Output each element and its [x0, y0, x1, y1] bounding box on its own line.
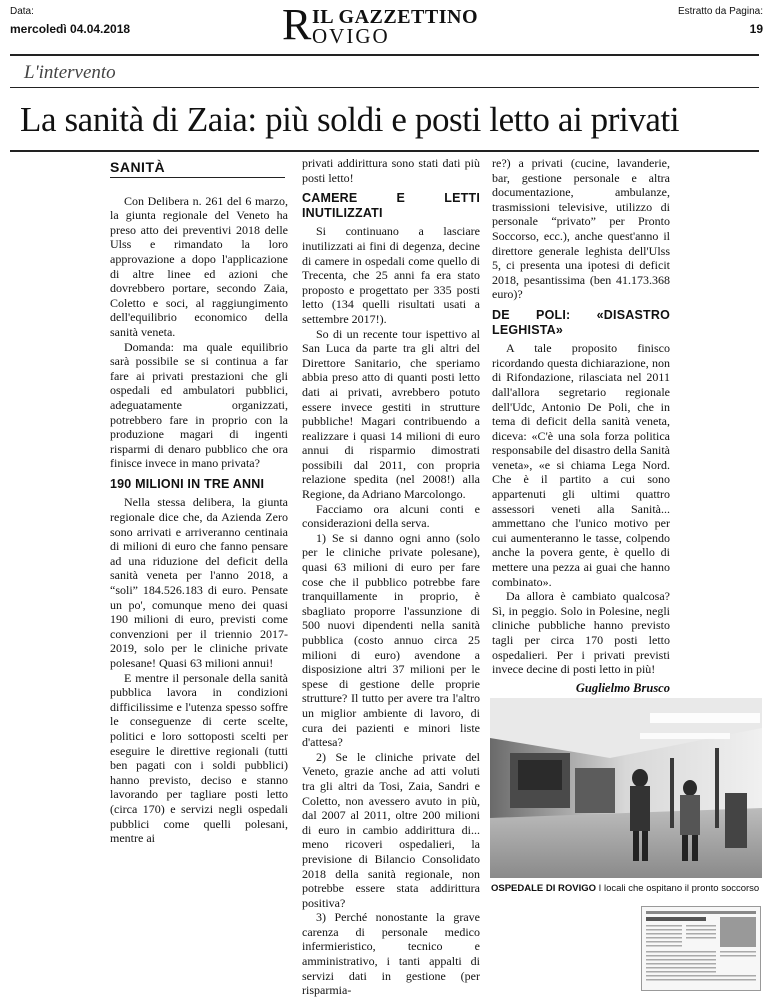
logo-initial: R [282, 0, 312, 49]
paragraph: re?) a privati (cucine, lavanderie, bar, gestione personale e altra documentazione, ambulanze, trasmissioni televisive, utilizzo di personale “privato” per Pronto Soccorso, ecc.), anche quest'anno il direttore generale leghista dell'Ulss 5, ci presenta una ipotesi di deficit 2018, pesantissima (ben 41.173.368 euro)? [492, 156, 670, 302]
paragraph: 3) Perché nonostante la grave carenza di personale medico infermieristico, tecnico e amministrativo, i tanti appalti di servizi dati in gestione (per risparmia- [302, 910, 480, 998]
paragraph: Con Delibera n. 261 del 6 marzo, la giunta regionale del Veneto ha preso atto dei preventivi 2018 delle Ulss e rimandato la loro approvazione a dopo l'applicazione di altre linee ed azioni che dovrebbero portare, secondo Zaia, Coletto e soci, al raggiungimento dell'equilibrio economico della sanità veneta. [110, 193, 288, 339]
section-rule [10, 87, 759, 88]
logo-top: IL GAZZETTINO [312, 6, 479, 28]
date-label: Data: [10, 6, 34, 17]
caption-text: I locali che ospitano il pronto soccorso [596, 883, 760, 894]
logo-bottom: OVIGO [312, 24, 390, 48]
paragraph: privati addirittura sono stati dati più posti letto! [302, 156, 480, 185]
paragraph: Da allora è cambiato qualcosa? Sì, in peggio. Solo in Polesine, negli cliniche pubbliche hanno previsto tagli per circa 170 posti letto ospedalieri. Per i privati previsti invece decine di posti letto in più! [492, 589, 670, 677]
section-label: L'intervento [24, 62, 116, 83]
header-rule [10, 54, 759, 56]
date-value: mercoledì 04.04.2018 [10, 22, 131, 36]
topic-tag: SANITÀ [110, 160, 285, 178]
subheading: 190 MILIONI IN TRE ANNI [110, 476, 265, 491]
photo-caption [491, 883, 759, 894]
article-title: La sanità di Zaia: più soldi e posti letto ai privati [20, 100, 680, 139]
newspaper-logo [282, 2, 507, 48]
header-date [10, 6, 130, 36]
column-3 [492, 156, 670, 712]
header-page [678, 6, 763, 36]
paragraph: Nella stessa delibera, la giunta regionale dice che, da Azienda Zero sono arrivati e arriveranno centinaia di milioni di euro che fanno pensare ad una riduzione del deficit della sanità veneta per l'anno 2018, a “soli” 184.526.183 di euro. Pensate un po', comunque meno dei quasi 190 milioni di euro, previsti come convenzioni per il triennio 2017-2019, solo per le cliniche private polesane! Quasi 63 milioni annui! [110, 495, 288, 670]
page-thumbnail-image [642, 907, 760, 990]
column-2 [302, 156, 480, 998]
hospital-corridor-image [490, 698, 762, 878]
subheading: CAMERE E LETTI INUTILIZZATI [302, 191, 480, 220]
paragraph: So di un recente tour ispettivo al San Luca da parte tra gli altri del Direttore Sanitario, che speriamo abbia preso atto di quanti posti letto dati ai privati, avrebbero potuto essere invece gestiti in strutture pubbliche! Magari contribuendo a realizzare i quasi 14 milioni di euro annui di risparmio dimostrati possibili dal 2011, con propria relazione spedita (nel 2008!) alla Regione, da Adriano Marcolongo. [302, 326, 480, 502]
paragraph: Domanda: ma quale equilibrio sarà possibile se si continua a far fare ai privati prestazioni che gli ospedali ed ambulatori pubblici, adeguatamente organizzati, potrebbero fare in proprio con la produzione magari di ingenti risparmi di denaro pubblico che ora finisce invece in mano privata? [110, 339, 288, 471]
author-name: Guglielmo Brusco [575, 680, 670, 695]
paragraph: 1) Se si danno ogni anno (solo per le cliniche private polesane), quasi 63 milioni di euro per fare cose che il pubblico potrebbe fare tranquillamente in proprio, è sbagliato proporre l'assunzione di 500 nuovi dipendenti nella sanità pubblica (costo annuo circa 25 milioni di euro) avendone a disposizione altri 37 milioni per le spese di gestione delle proprie strutture? Il tutto per avere tra l'altro un miglior ambiente di lavoro, di cura dei pazienti e minori liste d'attesa? [302, 530, 480, 750]
subheading: DE POLI: «DISASTRO LEGHISTA» [492, 307, 670, 337]
paragraph: 2) Se le cliniche private del Veneto, grazie anche ad atti voluti tra gli altri da Tosi, Zaia, Sandri e Coletto, non avessero avuto in più, dal 2007 al 2011, oltre 200 milioni di euro in cambio addirittura di... meno ricoveri ospedalieri, la previsione di Bilancio Consolidato 2018 della sanità regionale, non potrebbe essere stata addirittura positiva? [302, 749, 480, 910]
caption-label: OSPEDALE DI ROVIGO [491, 883, 597, 894]
column-1 [110, 160, 288, 846]
paragraph: A tale proposito finisco ricordando questa dichiarazione, non di Rifondazione, rilasciata nel 2011 dall'allora segretario regionale dell'Udc, Antonio De Poli, che in tema di deficit della sanità veneta, diceva: «C'è una sola forza politica responsabile del disastro della Sanità veneta», «e si chiama Lega Nord. Che è il partito a cui sono appartenuti gli ultimi quattro assessori veneti alla Sanità... ammettano che l'unico motivo per cui aumenteranno le tasse, colpendo anche la povera gente, è quello di mettere una pezza ai guai che hanno combinato». [492, 341, 670, 589]
paragraph: E mentre il personale della sanità pubblica lavora in condizioni difficilissime e l'utenza spesso soffre le conseguenze di certe scelte, politici e loro sottoposti scelti per eseguire le direttive regionali (tutti ben pagati con i soldi pubblici) hanno previsto, deciso e stanno lavorando per tagliare posti letto (circa 170) e servizi negli ospedali pubblici come quelli polesani, mentre ai [110, 670, 288, 846]
hospital-photo [490, 698, 762, 878]
paragraph: Si continuano a lasciare inutilizzati ai fini di degenza, decine di camere in ospedali come quello di Trecenta, che 25 anni fa era stato proposto e progettato per 335 posti letto (134 quelli risultati usati a settembre 2017!). [302, 224, 480, 326]
title-rule [10, 150, 759, 152]
page-number: 19 [749, 22, 763, 36]
page-label: Estratto da Pagina: [677, 6, 763, 17]
page-thumbnail [641, 906, 761, 991]
paragraph: Facciamo ora alcuni conti e considerazioni della serva. [302, 501, 480, 531]
